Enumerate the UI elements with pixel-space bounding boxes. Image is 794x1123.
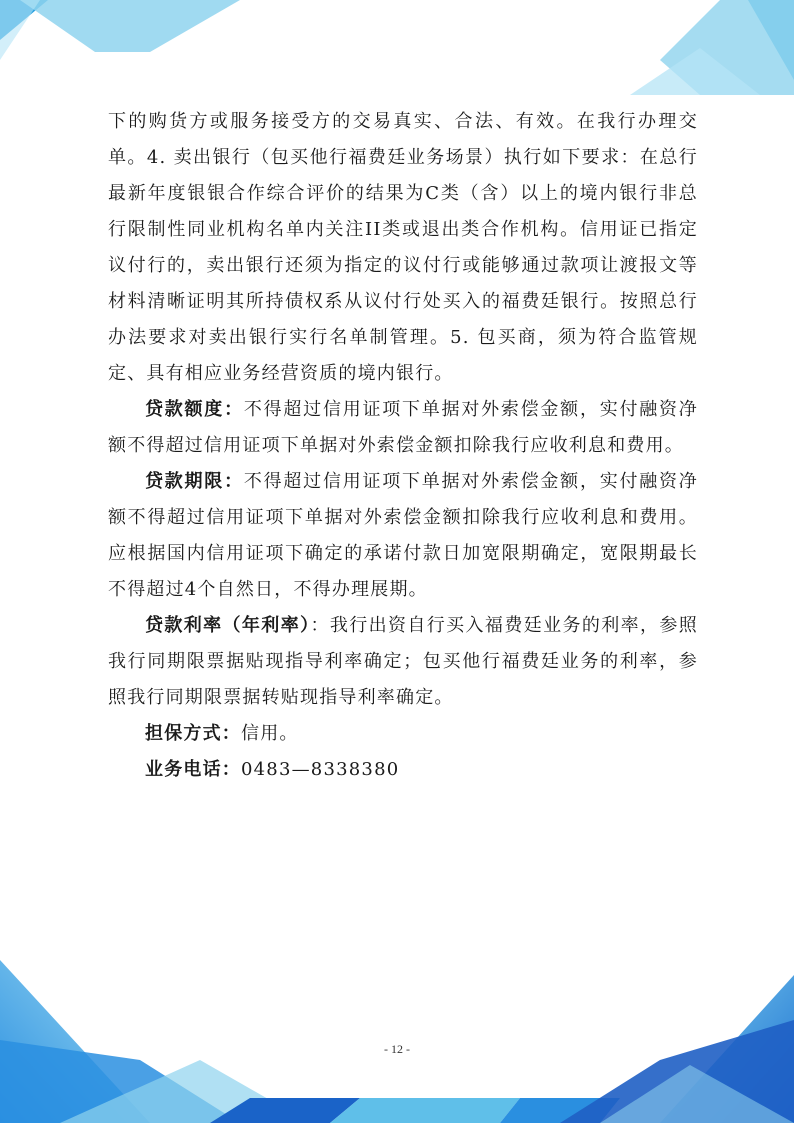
section-label-loan-rate: 贷款利率（年利率） [145, 615, 311, 636]
page-number: - 12 - [384, 1042, 410, 1056]
top-left-decoration [0, 0, 240, 60]
paragraph-text: 不得超过信用证项下单据对外索偿金额，实付融资净额不得超过信用证项下单据对外索偿金额扣除我行应收利息和费用。 [108, 399, 698, 456]
paragraph-text: ：我行出资自行买入福费廷业务的利率，参照我行同期限票据贴现指导利率确定；包买他行福费廷业务的利率，参照我行同期限票据转贴现指导利率确定。 [108, 615, 698, 708]
phone-number: 0483—8338380 [241, 759, 400, 780]
bottom-band-decoration [210, 1098, 620, 1123]
section-label-loan-term: 贷款期限： [145, 471, 244, 492]
top-right-decoration [630, 0, 794, 95]
paragraph-text: 下的购货方或服务接受方的交易真实、合法、有效。在我行办理交单。4. 卖出银行（包买他行福费廷业务场景）执行如下要求：在总行最新年度银银合作综合评价的结果为C类（含）以上的境内银行非总行限制性同业机构名单内关注II类或退出类合作机构。信用证已指定议付行的，卖出银行还须为指定的议付行或能够通过款项让渡报文等材料清晰证明其所持债权系从议付行处买入的福费廷银行。按照总行办法要求对卖出银行实行名单制管理。5. 包买商，须为符合监管规定、具有相应业务经营资质的境内银行。 [108, 111, 698, 384]
paragraph-loan-amount [108, 392, 698, 464]
paragraph-loan-rate [108, 608, 698, 716]
paragraph-text: 不得超过信用证项下单据对外索偿金额，实付融资净额不得超过信用证项下单据对外索偿金额扣除我行应收利息和费用。应根据国内信用证项下确定的承诺付款日加宽限期确定，宽限期最长不得超过4个自然日，不得办理展期。 [108, 471, 698, 600]
paragraph-phone [108, 752, 698, 788]
section-label-guarantee: 担保方式： [145, 723, 241, 744]
section-label-loan-amount: 贷款额度： [145, 399, 244, 420]
section-label-phone: 业务电话： [145, 759, 241, 780]
document-body [108, 104, 698, 788]
paragraph-text: 信用。 [241, 723, 299, 744]
paragraph-sales-requirements [108, 104, 698, 392]
paragraph-guarantee [108, 716, 698, 752]
paragraph-loan-term [108, 464, 698, 608]
